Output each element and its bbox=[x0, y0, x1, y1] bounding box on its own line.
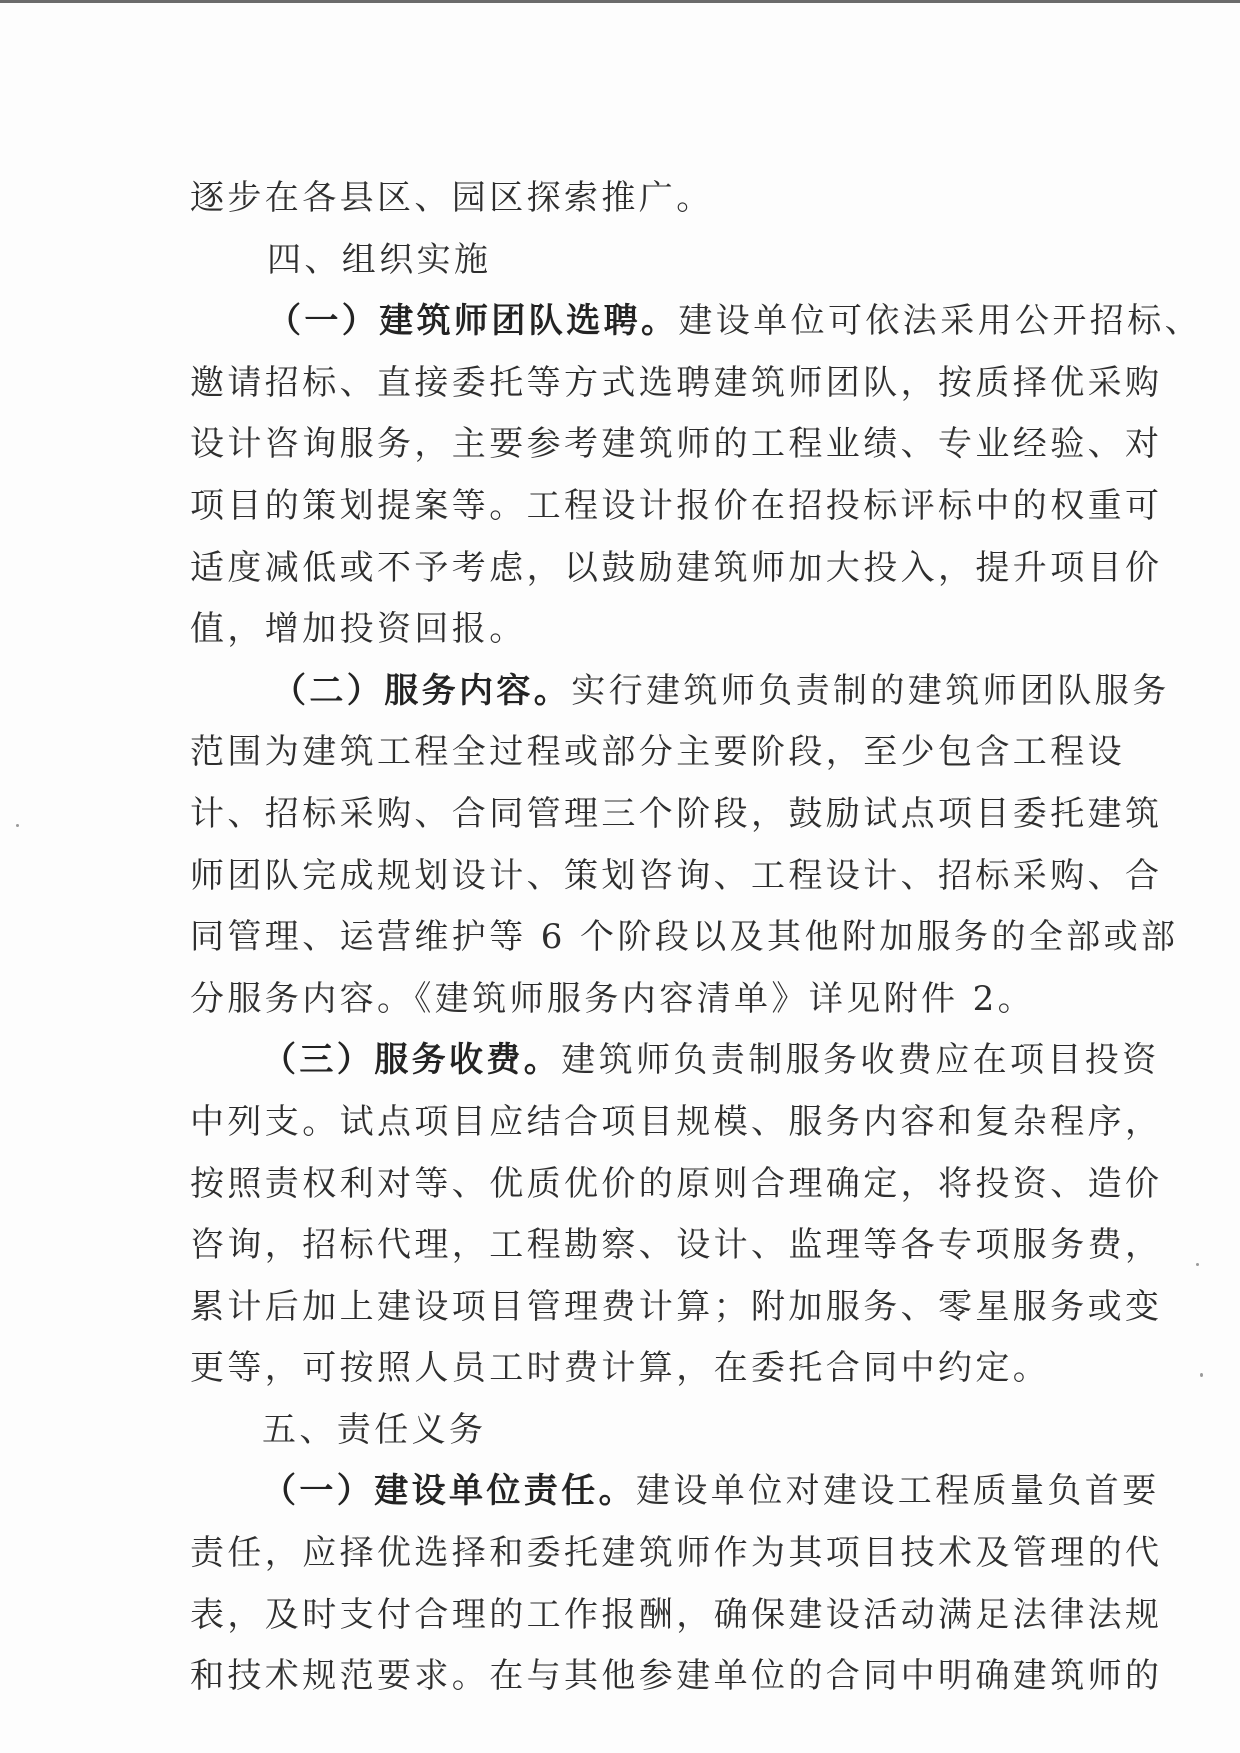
paragraph-1-line: 邀请招标、直接委托等方式选聘建筑师团队，按质择优采购 bbox=[190, 362, 1163, 403]
paragraph-2-lead: （二）服务内容。 bbox=[272, 670, 572, 711]
paragraph-4-first-line bbox=[190, 1461, 1160, 1523]
paragraph-2-line: 分服务内容。《建筑师服务内容清单》详见附件 2。 bbox=[190, 978, 1036, 1019]
paragraph-3-line: 咨询，招标代理，工程勘察、设计、监理等各专项服务费， bbox=[190, 1225, 1163, 1266]
paragraph-2-line: 同管理、运营维护等 6 个阶段以及其他附加服务的全部或部 bbox=[190, 917, 1179, 958]
document-body bbox=[190, 168, 1203, 1708]
paragraph-1-line: 项目的策划提案等。工程设计报价在招投标评标中的权重可 bbox=[190, 485, 1163, 526]
paragraph-3-line: 累计后加上建设项目管理费计算；附加服务、零星服务或变 bbox=[190, 1286, 1163, 1327]
paragraph-1-line: 设计咨询服务，主要参考建筑师的工程业绩、专业经验、对 bbox=[190, 424, 1163, 465]
paragraph-2-line: 范围为建筑工程全过程或部分主要阶段，至少包含工程设 bbox=[190, 732, 1125, 773]
paragraph-1-line: 值，增加投资回报。 bbox=[190, 609, 527, 650]
scan-speck bbox=[1200, 1373, 1203, 1377]
paragraph-3-line: 中列支。试点项目应结合项目规模、服务内容和复杂程序， bbox=[190, 1101, 1163, 1142]
paragraph-1-line: 适度减低或不予考虑，以鼓励建筑师加大投入，提升项目价 bbox=[190, 547, 1163, 588]
scan-speck bbox=[1196, 1263, 1199, 1266]
scan-top-edge bbox=[0, 0, 1240, 3]
paragraph-3-lead: （三）服务收费。 bbox=[262, 1040, 562, 1081]
paragraph-1-first-line-text: 建设单位可依法采用公开招标、 bbox=[678, 301, 1203, 342]
section-heading-4: 四、组织实施 bbox=[267, 239, 492, 280]
paragraph-2-line: 师团队完成规划设计、策划咨询、工程设计、招标采购、合 bbox=[190, 855, 1163, 896]
paragraph-3-first-line-text: 建筑师负责制服务收费应在项目投资 bbox=[561, 1040, 1160, 1081]
intro-line: 逐步在各县区、园区探索推广。 bbox=[190, 178, 714, 218]
paragraph-4-lead: （一）建设单位责任。 bbox=[262, 1471, 636, 1512]
paragraph-3-line: 按照责权利对等、优质优价的原则合理确定，将投资、造价 bbox=[190, 1163, 1163, 1204]
paragraph-4-line: 和技术规范要求。在与其他参建单位的合同中明确建筑师的 bbox=[190, 1656, 1163, 1697]
paragraph-2-first-line bbox=[190, 661, 1170, 723]
paragraph-4-line: 表，及时支付合理的工作报酬，确保建设活动满足法律法规 bbox=[190, 1594, 1163, 1635]
paragraph-1-first-line bbox=[190, 291, 1203, 353]
paragraph-2-first-line-text: 实行建筑师负责制的建筑师团队服务 bbox=[571, 670, 1170, 711]
section-heading-5: 五、责任义务 bbox=[262, 1409, 487, 1450]
scan-speck bbox=[16, 824, 19, 827]
paragraph-4-first-line-text: 建设单位对建设工程质量负首要 bbox=[636, 1471, 1160, 1512]
paragraph-4-line: 责任，应择优选择和委托建筑师作为其项目技术及管理的代 bbox=[190, 1533, 1163, 1574]
paragraph-3-line: 更等，可按照人员工时费计算，在委托合同中约定。 bbox=[190, 1348, 1051, 1389]
paragraph-2-line: 计、招标采购、合同管理三个阶段，鼓励试点项目委托建筑 bbox=[190, 793, 1163, 834]
paragraph-3-first-line bbox=[190, 1030, 1160, 1092]
paragraph-1-lead: （一）建筑师团队选聘。 bbox=[267, 301, 679, 342]
